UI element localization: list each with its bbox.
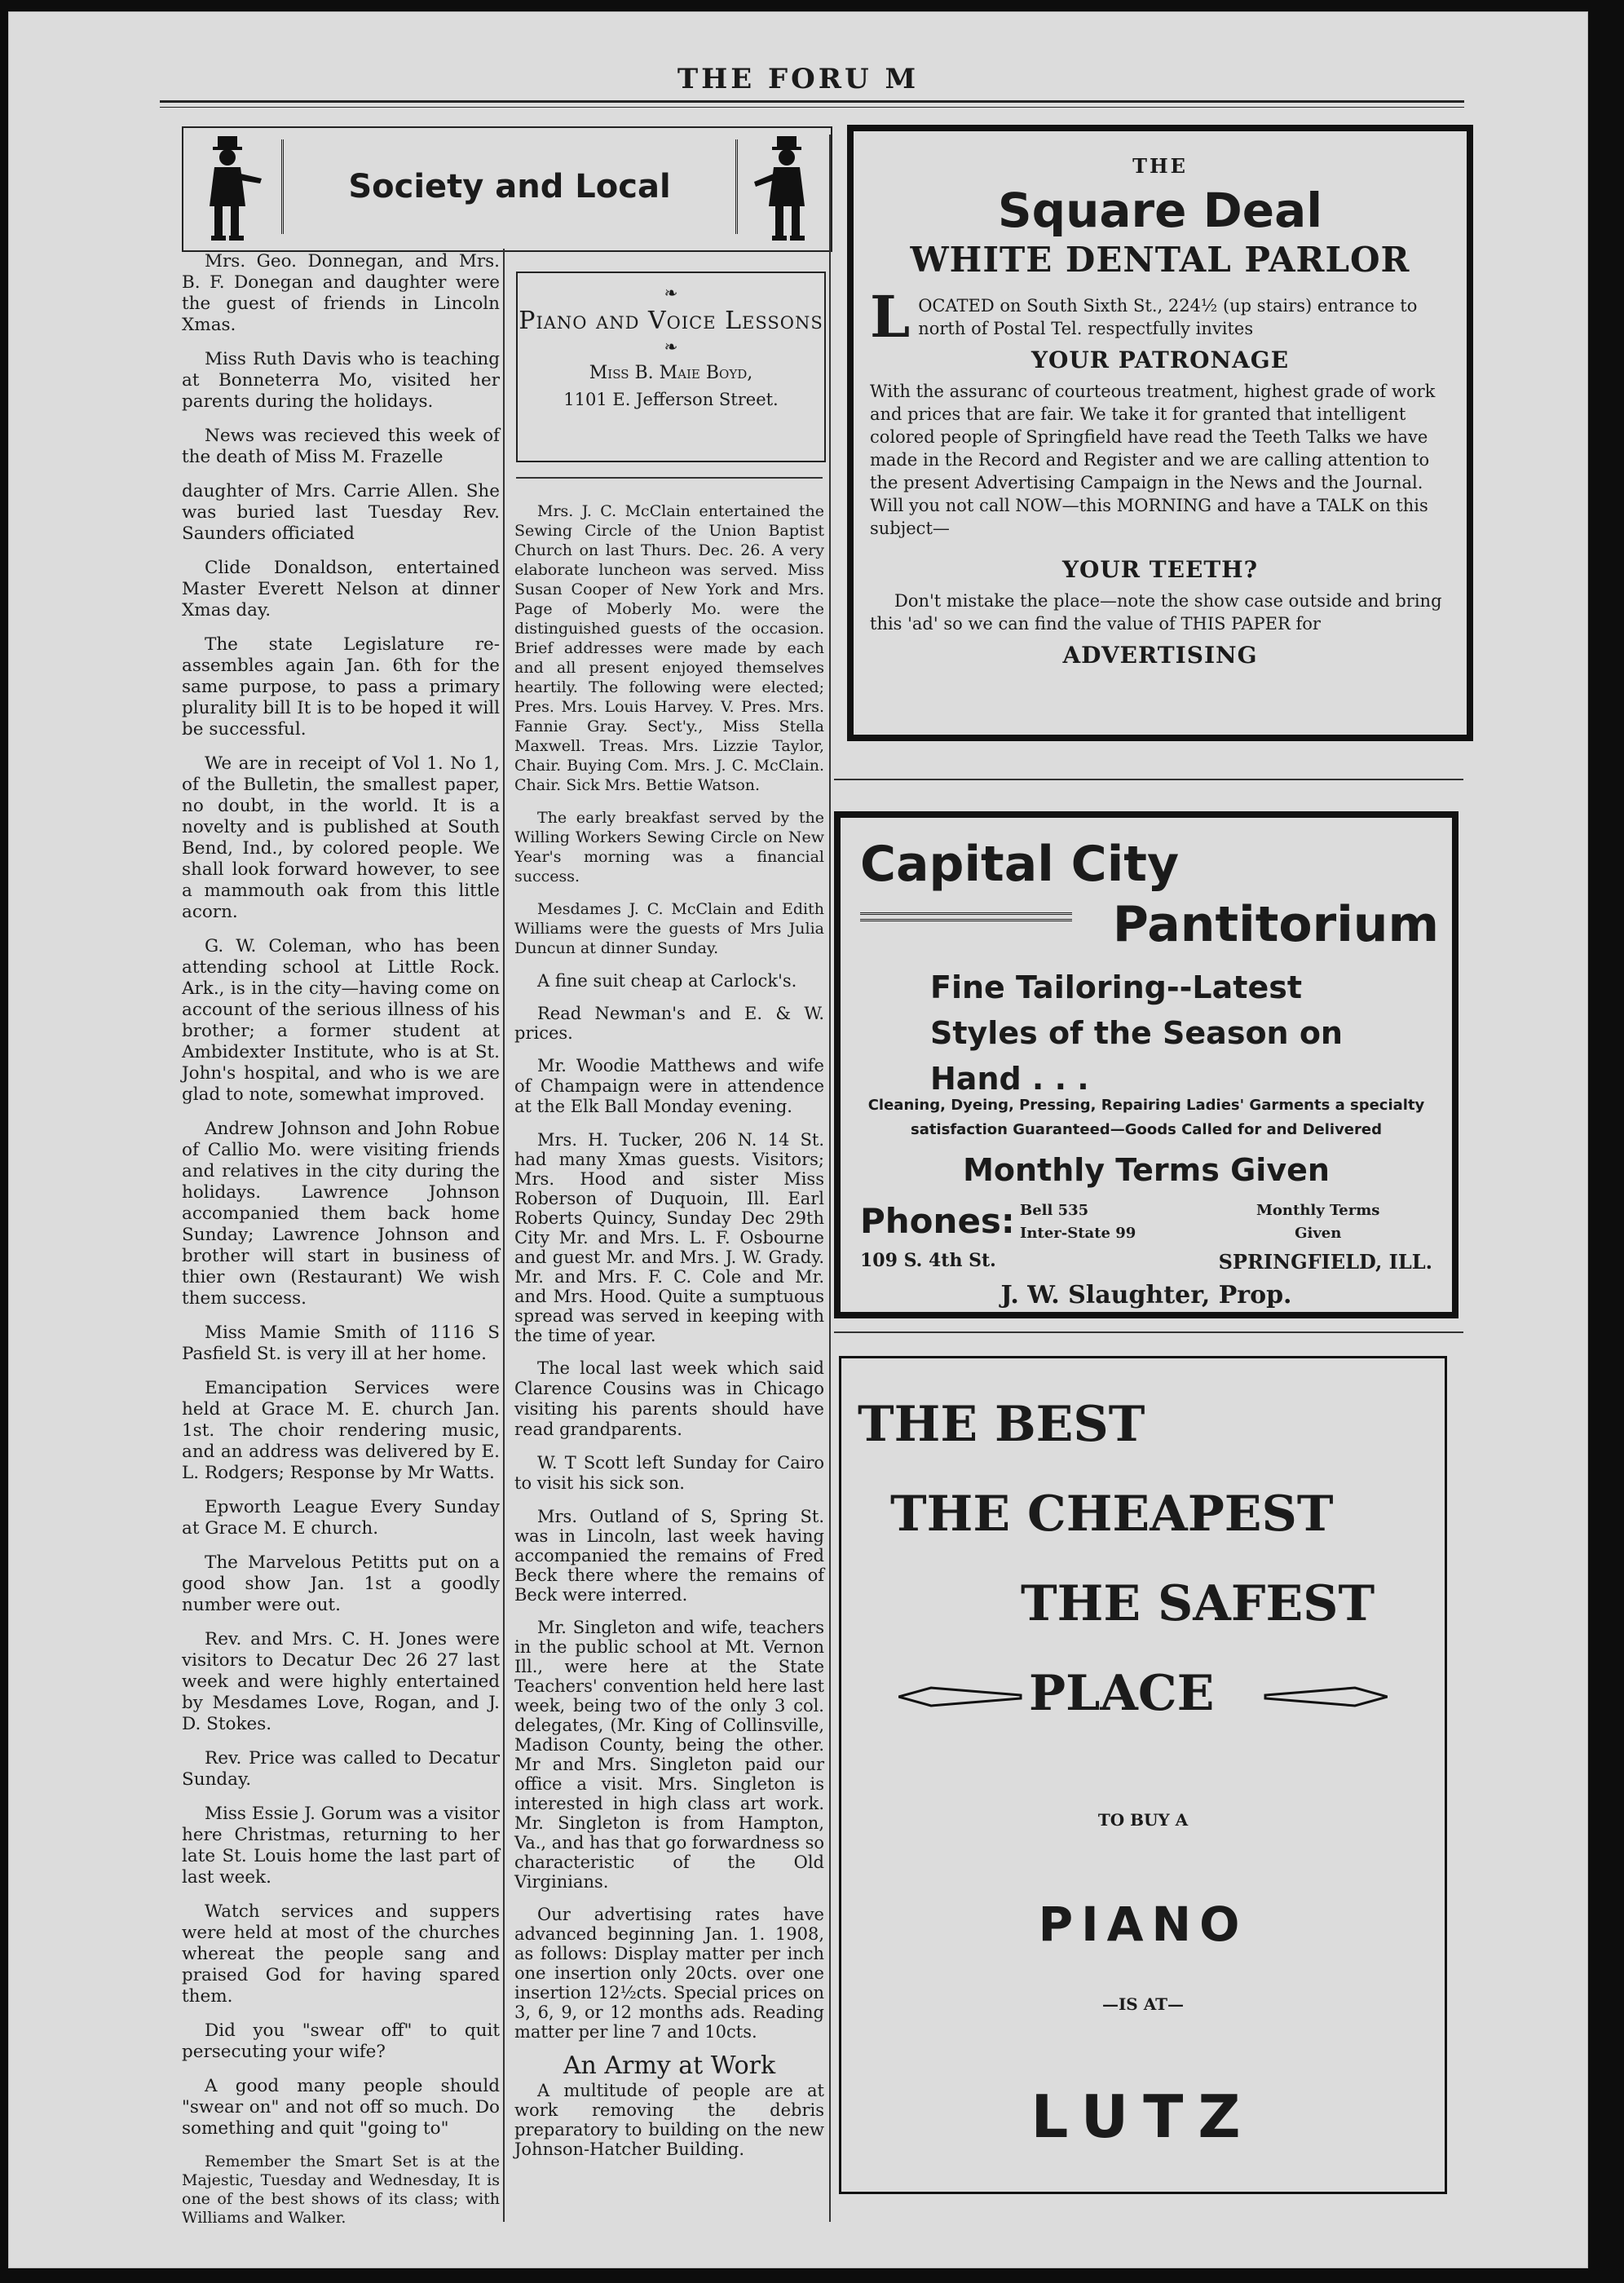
news-item: The state Legislature re-assembles again Jan. 6th for the same purpose, to pass a primary plurality bill It is to be hoped it will be successful. <box>182 634 500 740</box>
news-item: Miss Essie J. Gorum was a visitor here Christmas, returning to her late St. Louis home the last part of last week. <box>182 1804 500 1888</box>
news-item: The local last week which said Clarence Cousins was in Chicago visiting his parents should have read grandparents. <box>514 1358 824 1439</box>
news-item: daughter of Mrs. Carrie Allen. She was buried last Tuesday Rev. Saunders officiated <box>182 481 500 544</box>
pantitorium-proprietor: J. W. Slaughter, Prop. <box>1000 1281 1292 1309</box>
piano-lessons-title: Piano and Voice Lessons <box>519 307 823 335</box>
safest-heading: THE SAFEST <box>1021 1575 1375 1632</box>
news-item: Mr. Woodie Matthews and wife of Champaign were in attendence at the Elk Ball Monday evening. <box>514 1056 824 1116</box>
news-item: Our advertising rates have advanced beginning Jan. 1. 1908, as follows: Display matter per inch one insertion only 20cts. over one insertion 12½cts. Special prices on 3, 6, 9, or 12 months ads. Reading matter per line 7 and 10cts. <box>514 1905 824 2042</box>
news-item: A good many people should "swear on" and not off so much. Do something and quit "going to" <box>182 2076 500 2139</box>
news-item: G. W. Coleman, who has been attending school at Little Rock. Ark., is in the city—having come on account of the serious illness of his brother; a former student at Ambidexter Institute, who is at St. John's hospital, and who is we are glad to note, somewhat improved. <box>182 936 500 1105</box>
cheapest-heading: THE CHEAPEST <box>890 1486 1334 1543</box>
masthead: THE FORU M <box>677 63 920 95</box>
news-item: Emancipation Services were held at Grace M. E. church Jan. 1st. The choir rendering music, and an address was delivered by E. L. Rodgers; Response by Mr Watts. <box>182 1378 500 1483</box>
dental-parlor-ad <box>847 125 1473 741</box>
piano-heading: PIANO <box>1038 1897 1248 1952</box>
society-column-left <box>182 251 500 2241</box>
news-item: Mrs. J. C. McClain entertained the Sewing Circle of the Union Baptist Church on last Thurs. Dec. 26. A very elaborate luncheon was served. Miss Susan Cooper of New York and Mrs. Page of Moberly Mo. were the distinguished guests of the occasion. Brief addresses were made by each and all present enjoyed themselves heartily. The following were elected; Pres. Mrs. Louis Harvey. V. Pres. Mrs. Fannie Gray. Sect'y., Miss Stella Maxwell. Treas. Mrs. Lizzie Taylor, Chair. Buying Com. Mrs. J. C. McClain. Chair. Sick Mrs. Bettie Watson. <box>514 502 824 794</box>
piano-lessons-ad <box>516 272 826 462</box>
news-item: Miss Ruth Davis who is teaching at Bonneterra Mo, visited her parents during the holidays. <box>182 349 500 412</box>
monthly-terms-note <box>1256 1199 1379 1245</box>
lutz-heading: LUTZ <box>1030 2082 1256 2151</box>
news-item: Andrew Johnson and John Robue of Callio Mo. were visiting friends and relatives in the city during the holidays. Lawrence Johnson accompanied them back home Sunday; Lawrence Johnson and brother will start in business of thier own (Restaurant) We wish them success. <box>182 1119 500 1309</box>
news-item: Clide Donaldson, entertained Master Everett Nelson at dinner Xmas day. <box>182 558 500 620</box>
patronage-heading: YOUR PATRONAGE <box>1030 347 1290 373</box>
monthly-terms-line: Monthly Terms <box>1256 1202 1380 1219</box>
dental-mistake-text: Don't mistake the place—note the show case outside and bring this 'ad' so we can find the value of THIS PAPER for <box>870 591 1442 634</box>
advertising-heading: ADVERTISING <box>1062 642 1258 669</box>
newspaper-page <box>8 11 1588 2268</box>
section-rule <box>834 1331 1463 1333</box>
news-item: We are in receipt of Vol 1. No 1, of the Bulletin, the smallest paper, no doubt, in the world. It is a novelty and is published at South Bend, Ind., by colored people. We shall look forward however, to see a mammouth oak from this little acorn. <box>182 753 500 922</box>
news-item: Mr. Singleton and wife, teachers in the public school at Mt. Vernon Ill., were here at the State Teachers' convention held here last week, being two of the only 3 col. delegates, (Mr. King of Collinsville, Madison County, being the other. Mr and Mrs. Singleton paid our office a visit. Mrs. Singleton is interested in high class art work. Mr. Singleton is from Hampton, Va., and has that go forwardness so characteristic of the Old Virginians. <box>514 1618 824 1892</box>
lutz-piano-ad <box>839 1356 1447 2194</box>
news-item: A fine suit cheap at Carlock's. <box>537 971 797 991</box>
news-item: Mrs. H. Tucker, 206 N. 14 St. had many Xmas guests. Visitors; Mrs. Hood and sister Miss Roberson of Duquoin, Ill. Earl Roberts Quincy, Sunday Dec 29th City Mr. and Mrs. L. F. Osbourne and guest Mr. and Mrs. J. W. Grady. Mr. and Mrs. F. C. Cole and Mr. and Mrs. Hood. Quite a sumptuous spread was served in keeping with the time of year. <box>514 1130 824 1345</box>
pantitorium-ad <box>834 811 1459 1318</box>
drop-cap: L <box>870 283 911 351</box>
ornament-icon: ❧ <box>664 337 678 356</box>
news-item: Rev. and Mrs. C. H. Jones were visitors to Decatur Dec 26 27 last week and were highly entertained by Mesdames Love, Rogan, and J. D. Stokes. <box>182 1629 500 1734</box>
decorative-rule <box>860 912 1072 915</box>
capital-city-title: Capital City <box>860 836 1180 893</box>
news-item: Read Newman's and E. & W. prices. <box>514 1004 824 1043</box>
column-divider <box>829 135 831 2222</box>
pantitorium-city: SPRINGFIELD, ILL. <box>1218 1250 1432 1274</box>
given-line: Given <box>1295 1225 1342 1242</box>
dental-body: With the assuranc of courteous treatment, highest grade of work and prices that are fair. We take it for granted that intelligent colored people of Springfield have read the Teeth Talks we have made in the Record and Register and we are calling attention to the present Advertising Campaign in the News and the Journal. Will you not call NOW—this MORNING and have a TALK on this subject— <box>870 382 1436 538</box>
dental-parlor-title: WHITE DENTAL PARLOR <box>910 240 1410 280</box>
news-item: Mesdames J. C. McClain and Edith Williams were the guests of Mrs Julia Duncun at dinner Sunday. <box>514 900 824 957</box>
section-rule <box>516 477 823 479</box>
piano-address: 1101 E. Jefferson Street. <box>563 390 779 409</box>
is-at-text: —IS AT— <box>1101 1994 1185 2014</box>
phone-numbers <box>1020 1199 1136 1245</box>
section-rule <box>834 779 1463 780</box>
to-buy-text: TO BUY A <box>1097 1810 1189 1830</box>
news-item: Miss Mamie Smith of 1116 S Pasfield St. is very ill at her home. <box>182 1323 500 1364</box>
ad-the: THE <box>1132 154 1188 178</box>
masthead-rule <box>160 100 1464 103</box>
news-item: Did you "swear off" to quit persecuting your wife? <box>182 2020 500 2062</box>
dental-location-text: OCATED on South Sixth St., 224½ (up stairs) entrance to north of Postal Tel. respectfully invites <box>918 296 1418 338</box>
piano-teacher-name: Miss B. Maie Boyd, <box>589 363 753 383</box>
ornament-icon: ❧ <box>664 283 678 302</box>
phones-label: Phones: <box>860 1201 1015 1241</box>
news-item: The early breakfast served by the Willing Workers Sewing Circle on New Year's morning was a financial success. <box>514 809 824 885</box>
news-item: Watch services and suppers were held at most of the churches whereat the people sang and praised God for having spared them. <box>182 1901 500 2007</box>
decorative-rule <box>860 919 1072 921</box>
monthly-terms-heading: Monthly Terms Given <box>963 1152 1330 1188</box>
news-item: Remember the Smart Set is at the Majestic, Tuesday and Wednesday, It is one of the best shows of its class; with Williams and Walker. <box>182 2153 500 2227</box>
society-title: Society and Local <box>281 139 738 234</box>
news-item: Epworth League Every Sunday at Grace M. E church. <box>182 1497 500 1539</box>
pantitorium-title: Pantitorium <box>1112 896 1439 953</box>
teeth-heading: YOUR TEETH? <box>1061 556 1259 583</box>
army-at-work-title: An Army at Work <box>563 2051 776 2080</box>
gentleman-right-icon <box>749 136 814 242</box>
news-item: Mrs. Outland of S, Spring St. was in Lincoln, last week having accompanied the remains of Fred Beck there where the remains of Beck were interred. <box>514 1507 824 1605</box>
news-item: The Marvelous Petitts put on a good show Jan. 1st a goodly number were out. <box>182 1552 500 1615</box>
tailoring-text: Fine Tailoring--Latest Styles of the Season on Hand . . . <box>930 969 1343 1097</box>
news-item: Mrs. Geo. Donnegan, and Mrs. B. F. Donegan and daughter were the guest of friends in Lincoln Xmas. <box>182 251 500 335</box>
best-heading: THE BEST <box>858 1396 1145 1453</box>
gentleman-left-icon <box>200 136 265 242</box>
society-column-middle <box>514 501 824 2172</box>
dental-located <box>870 283 1450 351</box>
news-item: Rev. Price was called to Decatur Sunday. <box>182 1748 500 1790</box>
pantitorium-address: 109 S. 4th St. <box>860 1250 996 1271</box>
society-header <box>182 126 832 252</box>
services-text: Cleaning, Dyeing, Pressing, Repairing Ladies' Garments a specialty satisfaction Guaranteed—Goods Called for and Delivered <box>867 1097 1425 1138</box>
news-item: News was recieved this week of the death of Miss M. Frazelle <box>182 426 500 467</box>
place-heading: PLACE <box>1029 1665 1215 1722</box>
bell-phone: Bell 535 <box>1020 1202 1089 1219</box>
masthead-rule-thin <box>160 107 1464 108</box>
news-item: W. T Scott left Sunday for Cairo to visit his sick son. <box>514 1453 824 1493</box>
news-item: A multitude of people are at work removing the debris preparatory to building on the new Johnson-Hatcher Building. <box>514 2081 824 2159</box>
square-deal-title: Square Deal <box>997 183 1323 238</box>
interstate-phone: Inter-State 99 <box>1020 1225 1136 1242</box>
column-divider <box>503 249 505 2222</box>
